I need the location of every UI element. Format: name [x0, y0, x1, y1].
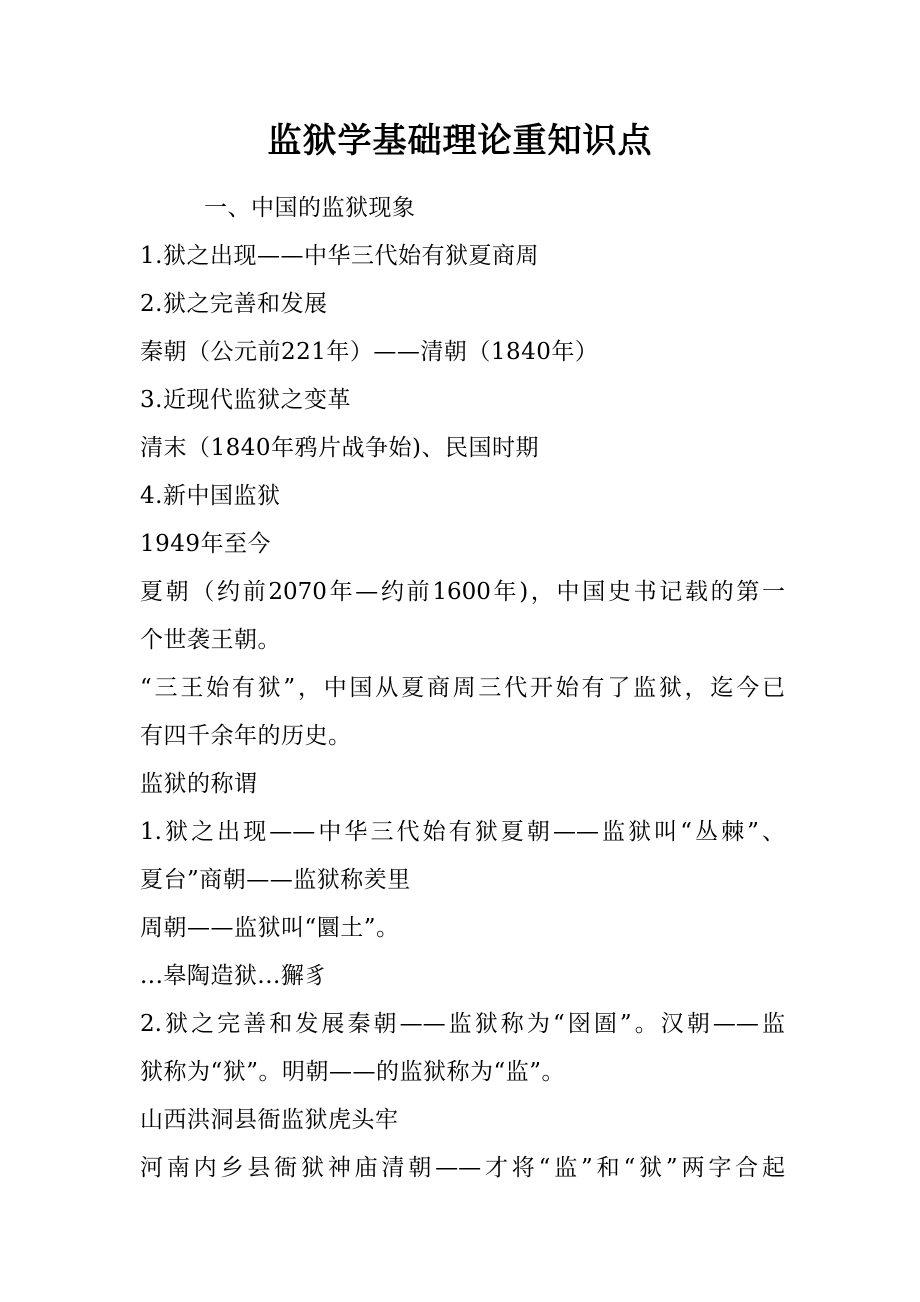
text-line: ...皋陶造狱...獬豸 — [140, 963, 328, 989]
section-heading: 一、中国的监狱现象 — [204, 195, 416, 221]
text-line: “三王始有狱”，中国从夏商周三代开始有了监狱，迄今已 — [140, 675, 785, 701]
document-body — [140, 184, 785, 1192]
text-line: 夏朝（约前2070年—约前1600年)，中国史书记载的第一 — [140, 579, 785, 605]
text-line: 个世袭王朝。 — [140, 627, 281, 653]
text-line: 河南内乡县衙狱神庙清朝——才将“监”和“狱”两字合起 — [140, 1155, 785, 1181]
text-line: 4.新中国监狱 — [140, 483, 281, 509]
text-line: 1.狱之出现——中华三代始有狱夏商周 — [140, 243, 539, 269]
text-line: 狱称为“狱”。明朝——的监狱称为“监”。 — [140, 1059, 566, 1085]
text-line: 周朝——监狱叫“圜土”。 — [140, 915, 400, 941]
text-line: 1949年至今 — [140, 531, 272, 557]
text-line: 山西洪洞县衙监狱虎头牢 — [140, 1107, 399, 1133]
text-line: 秦朝（公元前221年）——清朝（1840年） — [140, 339, 599, 365]
text-line: 1.狱之出现——中华三代始有狱夏朝——监狱叫“丛棘”、 — [140, 819, 785, 845]
text-line: 2.狱之完善和发展 — [140, 291, 328, 317]
text-line: 夏台”商朝——监狱称羑里 — [140, 867, 411, 893]
document-title: 监狱学基础理论重知识点 — [267, 121, 653, 161]
text-line: 3.近现代监狱之变革 — [140, 387, 351, 413]
text-line: 有四千余年的历史。 — [140, 723, 352, 749]
text-line: 2.狱之完善和发展秦朝——监狱称为“囹圄”。汉朝——监 — [140, 1011, 785, 1037]
text-line: 监狱的称谓 — [140, 771, 258, 797]
text-line: 清末（1840年鸦片战争始)、民国时期 — [140, 435, 540, 461]
